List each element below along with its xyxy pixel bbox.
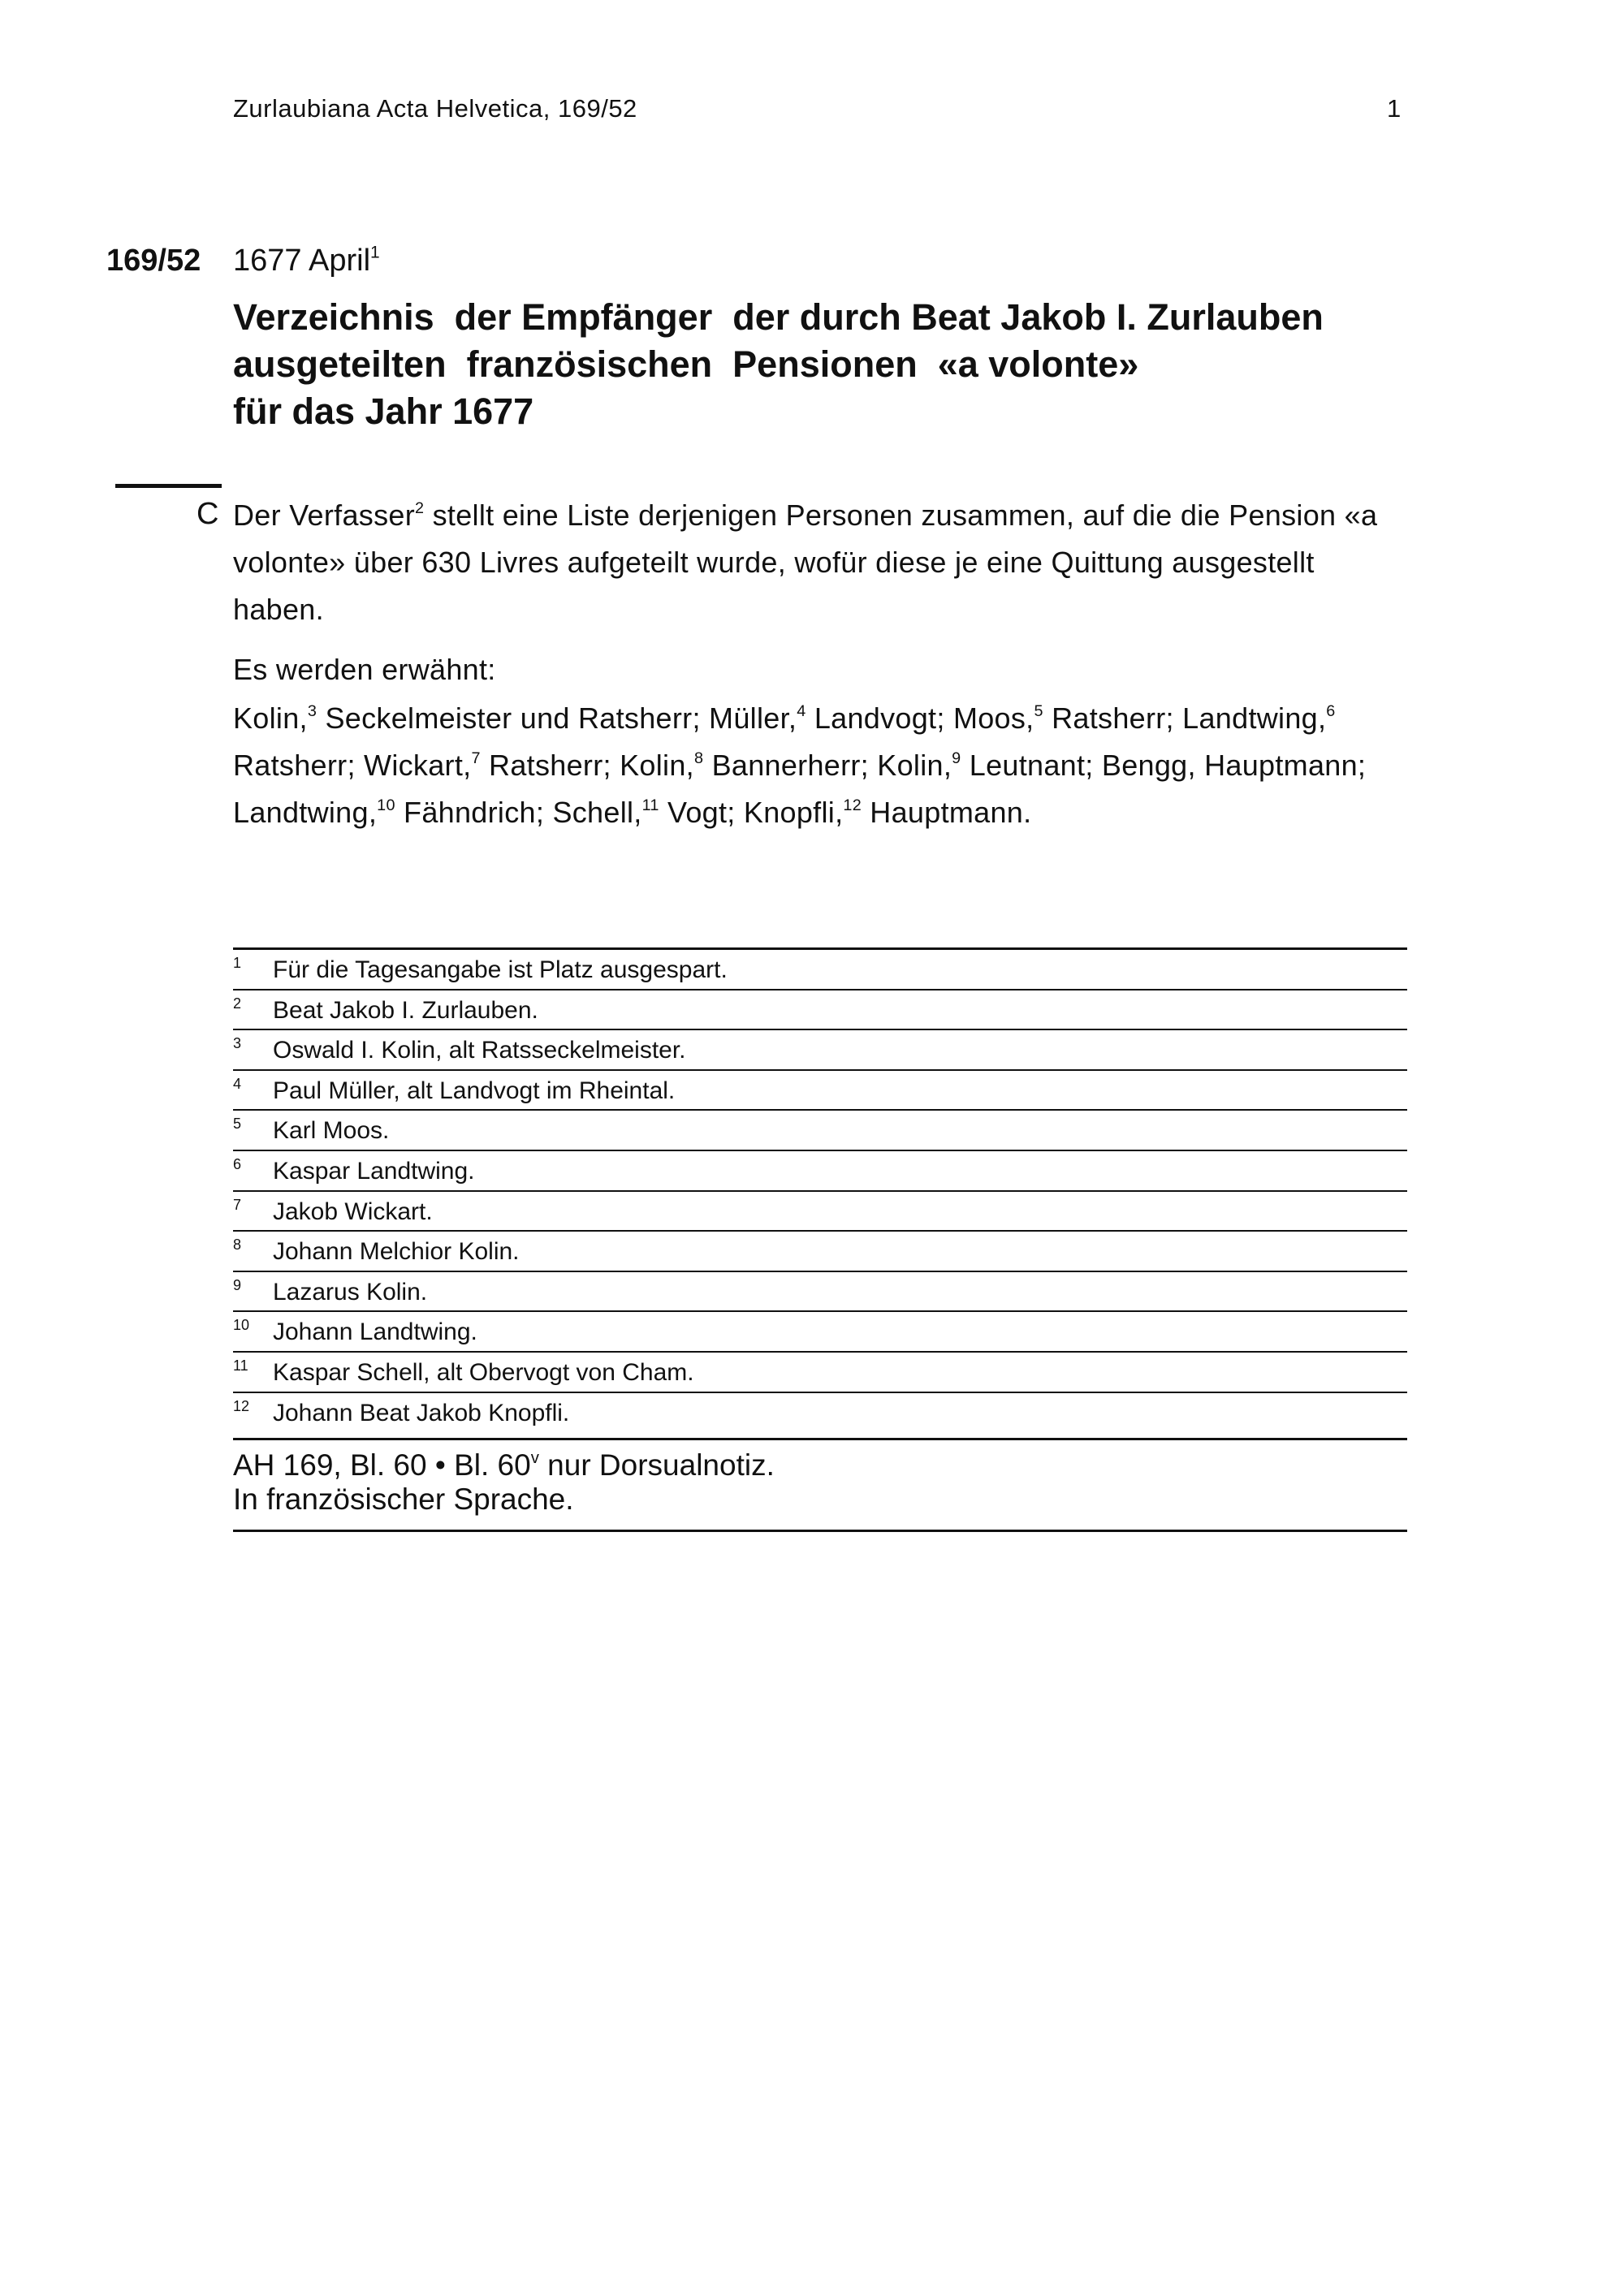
date-text: 1677 April <box>233 244 371 278</box>
footnotes <box>233 947 1407 1438</box>
footnote-number: 1 <box>233 955 242 971</box>
footnote-text: Kaspar Landtwing. <box>273 1157 475 1185</box>
footnote-text: Paul Müller, alt Landvogt im Rheintal. <box>273 1077 676 1104</box>
section-divider <box>115 484 222 488</box>
footnote-number: 2 <box>233 995 242 1012</box>
footnote-ref: 7 <box>471 749 481 768</box>
footnote <box>233 1393 1407 1438</box>
footnote <box>233 1232 1407 1272</box>
footnote-number: 8 <box>233 1236 242 1254</box>
mention-text: Ratsherr; Landtwing, <box>1043 701 1327 735</box>
summary-text: Der Verfasser <box>233 498 415 532</box>
mention-text: Ratsherr; Kolin, <box>480 749 694 782</box>
document-date <box>233 244 380 278</box>
mention-text: Leutnant; Bengg, Hauptmann; Landtwing, <box>233 749 1367 829</box>
footnote-ref: 9 <box>952 749 961 768</box>
footnote-number: 4 <box>233 1075 242 1092</box>
footnote <box>233 1312 1407 1353</box>
source-line <box>233 1448 1407 1482</box>
mention-text: Fähndrich; Schell, <box>395 796 642 829</box>
title-line: Verzeichnis der Empfänger der durch Beat Jakob I. Zurlauben <box>233 296 1324 338</box>
mention-text: Hauptmann. <box>862 796 1032 829</box>
footnote-number: 7 <box>233 1196 242 1213</box>
mentions-list <box>233 695 1410 836</box>
title-line: ausgeteilten französischen Pensionen «a volonte» <box>233 343 1139 385</box>
footnote-number: 11 <box>233 1357 248 1374</box>
footnote-ref: 12 <box>843 796 862 815</box>
page-number: 1 <box>1387 94 1402 123</box>
footnote-ref: 10 <box>377 796 395 815</box>
footnote-ref: 5 <box>1034 702 1043 721</box>
footnote-text: Für die Tagesangabe ist Platz ausgespart. <box>273 956 728 983</box>
document-title <box>233 294 1419 435</box>
mentions-intro: Es werden erwähnt: <box>233 653 496 686</box>
title-line: für das Jahr 1677 <box>233 391 534 432</box>
footnote-number: 9 <box>233 1276 242 1293</box>
footnote-number: 6 <box>233 1155 242 1172</box>
footnote-text: Lazarus Kolin. <box>273 1278 428 1306</box>
footnote <box>233 1030 1407 1071</box>
footnote-ref: 11 <box>641 796 659 815</box>
footnote-text: Karl Moos. <box>273 1117 390 1145</box>
footnote <box>233 1071 1407 1111</box>
footnote-ref: 6 <box>1326 702 1336 721</box>
mention-text: Ratsherr; Wickart, <box>233 749 472 782</box>
verso-mark: v <box>530 1448 539 1467</box>
footnote-text: Kaspar Schell, alt Obervogt von Cham. <box>273 1358 694 1386</box>
footnote-ref: 4 <box>797 702 806 721</box>
footnote <box>233 950 1407 990</box>
footnote-text: Oswald I. Kolin, alt Ratsseckelmeister. <box>273 1037 686 1064</box>
footnote <box>233 990 1407 1031</box>
footnote-ref: 2 <box>414 499 425 518</box>
footnote-ref: 1 <box>370 243 380 262</box>
footnote <box>233 1192 1407 1232</box>
mentions-paragraph <box>233 646 1410 836</box>
footnote <box>233 1111 1407 1151</box>
mention-text: Kolin, <box>233 701 308 735</box>
margin-mark: C <box>197 497 219 531</box>
document-number: 169/52 <box>106 244 201 278</box>
footnote <box>233 1353 1407 1393</box>
footnote-text: Johann Melchior Kolin. <box>273 1238 520 1266</box>
footnote-ref: 3 <box>307 702 317 721</box>
source-text: AH 169, Bl. 60 • Bl. 60 <box>233 1448 531 1482</box>
running-header: Zurlaubiana Acta Helvetica, 169/52 <box>233 94 637 123</box>
mention-text: Vogt; Knopfli, <box>659 796 844 829</box>
summary-text: stellt eine Liste derjenigen Personen zusammen, auf die die Pension «a volonte» über 630 Livres aufgeteilt wurde, wofür diese je eine Quittung ausgestellt haben. <box>233 498 1378 626</box>
footnote-number: 10 <box>233 1317 250 1334</box>
footnote-number: 12 <box>233 1397 250 1414</box>
footnote-number: 3 <box>233 1035 242 1052</box>
footnote-text: Johann Landtwing. <box>273 1318 477 1346</box>
footnote-text: Jakob Wickart. <box>273 1198 433 1225</box>
mention-text: Bannerherr; Kolin, <box>703 749 952 782</box>
footnote <box>233 1272 1407 1313</box>
footnote-number: 5 <box>233 1116 242 1133</box>
mention-text: Seckelmeister und Ratsherr; Müller, <box>317 701 797 735</box>
footnote-text: Johann Beat Jakob Knopfli. <box>273 1399 570 1426</box>
footnote <box>233 1151 1407 1192</box>
language-note: In französischer Sprache. <box>233 1482 574 1516</box>
source-note <box>233 1438 1407 1532</box>
footnote-text: Beat Jakob I. Zurlauben. <box>273 996 538 1024</box>
summary-paragraph <box>233 492 1410 633</box>
source-text: nur Dorsualnotiz. <box>538 1448 775 1482</box>
mention-text: Landvogt; Moos, <box>806 701 1034 735</box>
footnote-ref: 8 <box>693 749 704 768</box>
